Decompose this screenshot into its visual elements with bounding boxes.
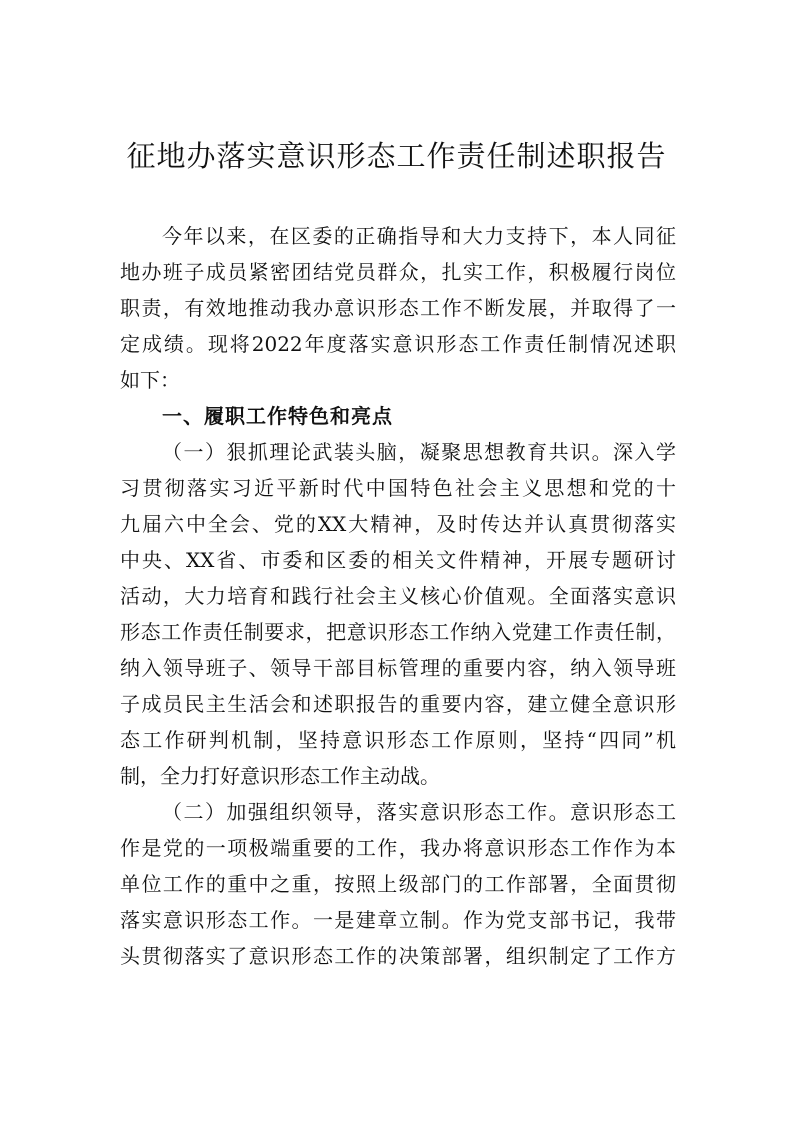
intro-line: 定成绩。现将2022年度落实意识形态工作责任制情况述职 [120,332,676,356]
document-body [120,218,676,974]
paragraph-line: 单位工作的重中之重，按照上级部门的工作部署，全面贯彻 [120,872,676,896]
document-title: 征地办落实意识形态工作责任制述职报告 [126,139,667,173]
intro-line: 职责，有效地推动我办意识形态工作不断发展，并取得了一 [120,296,676,320]
paragraph-line: 作是党的一项极端重要的工作，我办将意识形态工作作为本 [120,836,676,860]
paragraph-line: 形态工作责任制要求，把意识形态工作纳入党建工作责任制， [120,620,676,644]
paragraph-line: 制，全力打好意识形态工作主动战。 [120,764,440,788]
paragraph-line: 态工作研判机制，坚持意识形态工作原则，坚持“四同”机 [120,728,676,752]
section-heading: 一、履职工作特色和亮点 [162,404,393,428]
paragraph-line: 习贯彻落实习近平新时代中国特色社会主义思想和党的十 [120,476,676,500]
paragraph-line: 中央、XX省、市委和区委的相关文件精神，开展专题研讨 [120,548,676,572]
paragraph-line: （二）加强组织领导，落实意识形态工作。意识形态工 [162,800,676,824]
paragraph-line: 头贯彻落实了意识形态工作的决策部署，组织制定了工作方 [120,944,676,968]
intro-line: 地办班子成员紧密团结党员群众，扎实工作，积极履行岗位 [120,260,676,284]
paragraph-line: 活动，大力培育和践行社会主义核心价值观。全面落实意识 [120,584,676,608]
paragraph-line: （一）狠抓理论武装头脑，凝聚思想教育共识。深入学 [162,440,676,464]
intro-line: 如下： [120,368,180,392]
paragraph-line: 九届六中全会、党的XX大精神，及时传达并认真贯彻落实 [120,512,676,536]
paragraph-line: 子成员民主生活会和述职报告的重要内容，建立健全意识形 [120,692,676,716]
intro-line: 今年以来，在区委的正确指导和大力支持下，本人同征 [162,224,676,248]
paragraph-line: 落实意识形态工作。一是建章立制。作为党支部书记，我带 [120,908,676,932]
paragraph-line: 纳入领导班子、领导干部目标管理的重要内容，纳入领导班 [120,656,676,680]
